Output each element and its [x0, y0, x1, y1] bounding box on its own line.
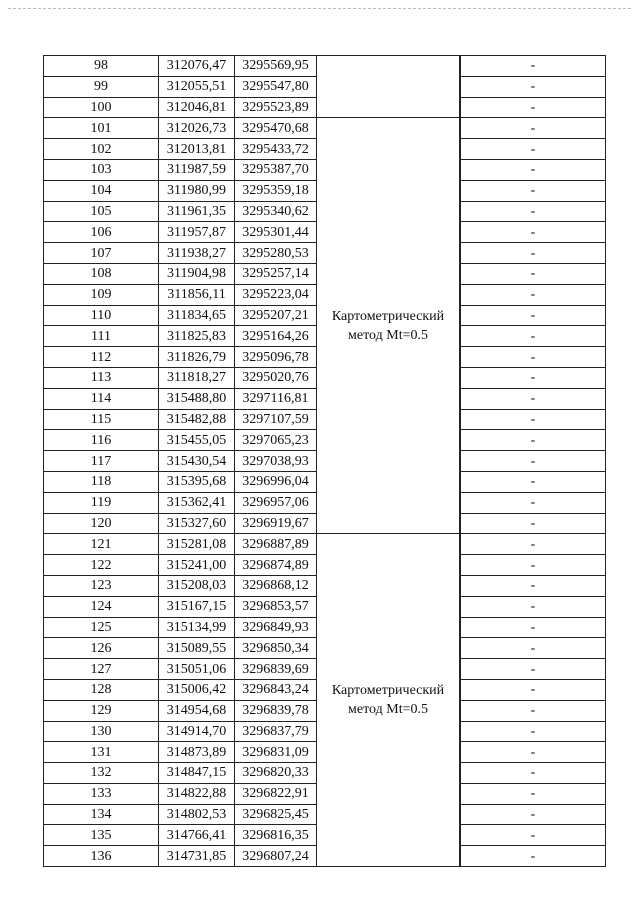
- x-coordinate-cell: 315208,03: [159, 575, 235, 596]
- point-number-cell: 134: [44, 804, 159, 825]
- point-number-cell: 128: [44, 679, 159, 700]
- y-coordinate-cell: 3295569,95: [235, 56, 317, 77]
- value-cell: -: [461, 76, 606, 97]
- x-coordinate-cell: 311825,83: [159, 326, 235, 347]
- value-cell: -: [461, 534, 606, 555]
- x-coordinate-cell: 315006,42: [159, 679, 235, 700]
- x-coordinate-cell: 315455,05: [159, 430, 235, 451]
- value-cell: -: [461, 305, 606, 326]
- method-label-line1: Картометрический: [331, 308, 445, 324]
- y-coordinate-cell: 3295164,26: [235, 326, 317, 347]
- x-coordinate-cell: 315241,00: [159, 555, 235, 576]
- method-cell: [317, 534, 460, 867]
- point-number-cell: 126: [44, 638, 159, 659]
- y-coordinate-cell: 3295223,04: [235, 284, 317, 305]
- table-row: [44, 118, 606, 139]
- y-coordinate-cell: 3296850,34: [235, 638, 317, 659]
- x-coordinate-cell: 312013,81: [159, 139, 235, 160]
- point-number-cell: 132: [44, 763, 159, 784]
- value-cell: -: [461, 180, 606, 201]
- point-number-cell: 101: [44, 118, 159, 139]
- x-coordinate-cell: 314822,88: [159, 783, 235, 804]
- x-coordinate-cell: 314954,68: [159, 700, 235, 721]
- value-cell: -: [461, 555, 606, 576]
- point-number-cell: 116: [44, 430, 159, 451]
- y-coordinate-cell: 3296919,67: [235, 513, 317, 534]
- x-coordinate-cell: 314873,89: [159, 742, 235, 763]
- y-coordinate-cell: 3297107,59: [235, 409, 317, 430]
- x-coordinate-cell: 311826,79: [159, 347, 235, 368]
- point-number-cell: 99: [44, 76, 159, 97]
- x-coordinate-cell: 315395,68: [159, 471, 235, 492]
- y-coordinate-cell: 3295433,72: [235, 139, 317, 160]
- value-cell: -: [461, 451, 606, 472]
- x-coordinate-cell: 312026,73: [159, 118, 235, 139]
- table-row: [44, 56, 606, 77]
- x-coordinate-cell: 311834,65: [159, 305, 235, 326]
- x-coordinate-cell: 314847,15: [159, 763, 235, 784]
- x-coordinate-cell: 315051,06: [159, 659, 235, 680]
- point-number-cell: 124: [44, 596, 159, 617]
- x-coordinate-cell: 314731,85: [159, 846, 235, 867]
- point-number-cell: 123: [44, 575, 159, 596]
- value-cell: -: [461, 721, 606, 742]
- value-cell: -: [461, 700, 606, 721]
- point-number-cell: 119: [44, 492, 159, 513]
- y-coordinate-cell: 3295207,21: [235, 305, 317, 326]
- x-coordinate-cell: 311856,11: [159, 284, 235, 305]
- x-coordinate-cell: 311938,27: [159, 243, 235, 264]
- page-top-rule: [8, 8, 631, 9]
- point-number-cell: 125: [44, 617, 159, 638]
- x-coordinate-cell: 315488,80: [159, 388, 235, 409]
- value-cell: -: [461, 679, 606, 700]
- coordinates-table-body: [44, 56, 606, 867]
- y-coordinate-cell: 3295359,18: [235, 180, 317, 201]
- y-coordinate-cell: 3297116,81: [235, 388, 317, 409]
- value-cell: -: [461, 243, 606, 264]
- value-cell: -: [461, 409, 606, 430]
- y-coordinate-cell: 3295470,68: [235, 118, 317, 139]
- point-number-cell: 117: [44, 451, 159, 472]
- point-number-cell: 136: [44, 846, 159, 867]
- x-coordinate-cell: 311987,59: [159, 159, 235, 180]
- y-coordinate-cell: 3296874,89: [235, 555, 317, 576]
- value-cell: -: [461, 263, 606, 284]
- point-number-cell: 100: [44, 97, 159, 118]
- x-coordinate-cell: 312076,47: [159, 56, 235, 77]
- point-number-cell: 102: [44, 139, 159, 160]
- value-cell: -: [461, 659, 606, 680]
- y-coordinate-cell: 3296853,57: [235, 596, 317, 617]
- x-coordinate-cell: 315362,41: [159, 492, 235, 513]
- y-coordinate-cell: 3296837,79: [235, 721, 317, 742]
- value-cell: -: [461, 284, 606, 305]
- value-cell: -: [461, 471, 606, 492]
- y-coordinate-cell: 3296807,24: [235, 846, 317, 867]
- value-cell: -: [461, 492, 606, 513]
- x-coordinate-cell: 311818,27: [159, 367, 235, 388]
- value-cell: -: [461, 222, 606, 243]
- x-coordinate-cell: 311961,35: [159, 201, 235, 222]
- y-coordinate-cell: 3296849,93: [235, 617, 317, 638]
- x-coordinate-cell: 315134,99: [159, 617, 235, 638]
- value-cell: -: [461, 430, 606, 451]
- y-coordinate-cell: 3297065,23: [235, 430, 317, 451]
- point-number-cell: 127: [44, 659, 159, 680]
- value-cell: -: [461, 201, 606, 222]
- y-coordinate-cell: 3296839,78: [235, 700, 317, 721]
- value-cell: -: [461, 638, 606, 659]
- point-number-cell: 105: [44, 201, 159, 222]
- x-coordinate-cell: 312046,81: [159, 97, 235, 118]
- y-coordinate-cell: 3295547,80: [235, 76, 317, 97]
- value-cell: -: [461, 56, 606, 77]
- method-cell: [317, 56, 460, 118]
- y-coordinate-cell: 3297038,93: [235, 451, 317, 472]
- x-coordinate-cell: 315089,55: [159, 638, 235, 659]
- y-coordinate-cell: 3295096,78: [235, 347, 317, 368]
- y-coordinate-cell: 3295020,76: [235, 367, 317, 388]
- y-coordinate-cell: 3295340,62: [235, 201, 317, 222]
- point-number-cell: 104: [44, 180, 159, 201]
- value-cell: -: [461, 763, 606, 784]
- value-cell: -: [461, 825, 606, 846]
- point-number-cell: 115: [44, 409, 159, 430]
- value-cell: -: [461, 846, 606, 867]
- y-coordinate-cell: 3296820,33: [235, 763, 317, 784]
- point-number-cell: 131: [44, 742, 159, 763]
- x-coordinate-cell: 314766,41: [159, 825, 235, 846]
- point-number-cell: 112: [44, 347, 159, 368]
- y-coordinate-cell: 3295280,53: [235, 243, 317, 264]
- value-cell: -: [461, 513, 606, 534]
- point-number-cell: 98: [44, 56, 159, 77]
- point-number-cell: 114: [44, 388, 159, 409]
- value-cell: -: [461, 388, 606, 409]
- x-coordinate-cell: 315327,60: [159, 513, 235, 534]
- y-coordinate-cell: 3296843,24: [235, 679, 317, 700]
- y-coordinate-cell: 3295257,14: [235, 263, 317, 284]
- value-cell: -: [461, 742, 606, 763]
- x-coordinate-cell: 315281,08: [159, 534, 235, 555]
- y-coordinate-cell: 3295387,70: [235, 159, 317, 180]
- y-coordinate-cell: 3296996,04: [235, 471, 317, 492]
- x-coordinate-cell: 311980,99: [159, 180, 235, 201]
- y-coordinate-cell: 3295301,44: [235, 222, 317, 243]
- method-label-line2: метод Mt=0.5: [348, 327, 428, 343]
- y-coordinate-cell: 3295523,89: [235, 97, 317, 118]
- point-number-cell: 109: [44, 284, 159, 305]
- x-coordinate-cell: 314802,53: [159, 804, 235, 825]
- point-number-cell: 108: [44, 263, 159, 284]
- point-number-cell: 118: [44, 471, 159, 492]
- y-coordinate-cell: 3296887,89: [235, 534, 317, 555]
- x-coordinate-cell: 311957,87: [159, 222, 235, 243]
- point-number-cell: 110: [44, 305, 159, 326]
- x-coordinate-cell: 315167,15: [159, 596, 235, 617]
- method-label-line1: Картометрический: [331, 683, 445, 699]
- point-number-cell: 129: [44, 700, 159, 721]
- point-number-cell: 103: [44, 159, 159, 180]
- point-number-cell: 120: [44, 513, 159, 534]
- value-cell: -: [461, 783, 606, 804]
- point-number-cell: 113: [44, 367, 159, 388]
- point-number-cell: 130: [44, 721, 159, 742]
- y-coordinate-cell: 3296825,45: [235, 804, 317, 825]
- value-cell: -: [461, 97, 606, 118]
- x-coordinate-cell: 312055,51: [159, 76, 235, 97]
- value-cell: -: [461, 159, 606, 180]
- method-label-line2: метод Mt=0.5: [348, 702, 428, 718]
- y-coordinate-cell: 3296816,35: [235, 825, 317, 846]
- method-cell: [317, 118, 460, 534]
- y-coordinate-cell: 3296839,69: [235, 659, 317, 680]
- point-number-cell: 107: [44, 243, 159, 264]
- y-coordinate-cell: 3296957,06: [235, 492, 317, 513]
- x-coordinate-cell: 315430,54: [159, 451, 235, 472]
- point-number-cell: 111: [44, 326, 159, 347]
- coordinates-table: [43, 55, 606, 867]
- value-cell: -: [461, 118, 606, 139]
- y-coordinate-cell: 3296831,09: [235, 742, 317, 763]
- point-number-cell: 122: [44, 555, 159, 576]
- x-coordinate-cell: 315482,88: [159, 409, 235, 430]
- point-number-cell: 106: [44, 222, 159, 243]
- value-cell: -: [461, 575, 606, 596]
- x-coordinate-cell: 314914,70: [159, 721, 235, 742]
- point-number-cell: 133: [44, 783, 159, 804]
- point-number-cell: 121: [44, 534, 159, 555]
- point-number-cell: 135: [44, 825, 159, 846]
- value-cell: -: [461, 139, 606, 160]
- x-coordinate-cell: 311904,98: [159, 263, 235, 284]
- value-cell: -: [461, 367, 606, 388]
- value-cell: -: [461, 326, 606, 347]
- y-coordinate-cell: 3296822,91: [235, 783, 317, 804]
- value-cell: -: [461, 596, 606, 617]
- y-coordinate-cell: 3296868,12: [235, 575, 317, 596]
- value-cell: -: [461, 617, 606, 638]
- value-cell: -: [461, 804, 606, 825]
- table-row: [44, 534, 606, 555]
- value-cell: -: [461, 347, 606, 368]
